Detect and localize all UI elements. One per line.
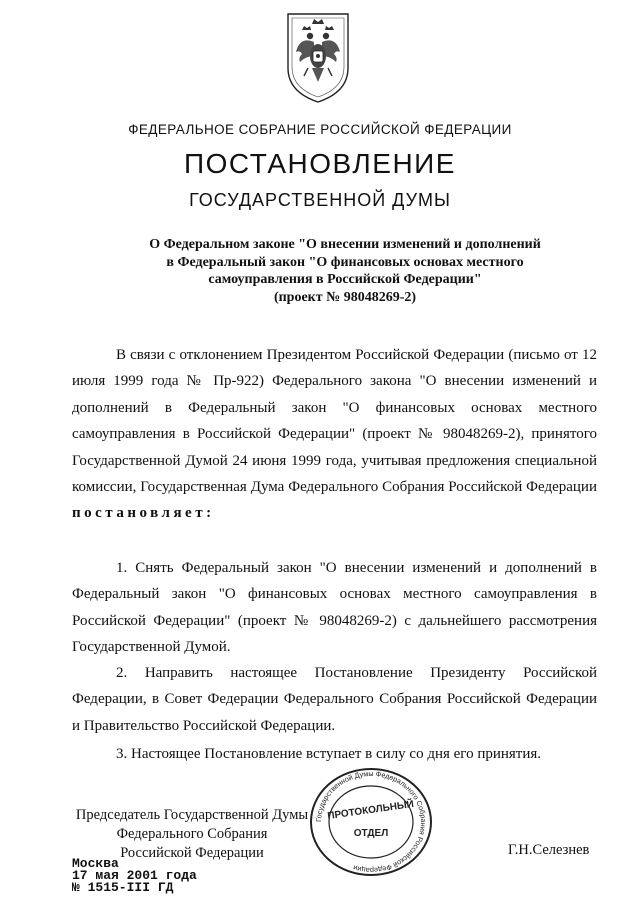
state-emblem-icon	[270, 6, 366, 106]
signatory-name: Г.Н.Селезнев	[508, 842, 590, 858]
stamp-center-top: ПРОТОКОЛЬНЫЙ	[326, 799, 415, 823]
title-line: О Федеральном законе "О внесении изменений и дополнений	[149, 237, 541, 252]
project-number: (проект № 98048269-2)	[273, 289, 417, 305]
stamp-center-bottom: ОТДЕЛ	[353, 828, 389, 839]
title-line: в Федеральный закон "О финансовых основах местного	[166, 254, 524, 270]
resolution-item-2: 2. Направить настоящее Постановление Президенту Российской Федерации, в Совет Федерации Федерального Собрания Российской Федерации и Правительство Российской Федерации.	[72, 665, 597, 734]
document-title	[130, 236, 560, 306]
footer-date: 17 мая 2001 года	[72, 868, 197, 883]
document-footer	[72, 858, 197, 894]
title-line: самоуправления в Российской Федерации"	[208, 272, 482, 287]
signatory-line: Председатель Государственной Думы	[75, 807, 309, 823]
document-issuer: ГОСУДАРСТВЕННОЙ ДУМЫ	[189, 190, 451, 210]
signatory-line: Российской Федерации	[120, 845, 264, 861]
protocol-stamp	[306, 766, 436, 878]
preamble-paragraph	[72, 342, 597, 527]
resolution-item-3: 3. Настоящее Постановление вступает в силу со дня его принятия.	[116, 746, 542, 762]
decree-word: постановляет:	[72, 505, 215, 522]
footer-city: Москва	[72, 856, 119, 871]
preamble-text: В связи с отклонением Президентом Российской Федерации (письмо от 12 июля 1999 года № Пр-922) Федерального закона "О внесении изменений и дополнений в Федеральный закон "О финансовых основах местного самоуправления в Российской Федерации" (проект № 98048269-2), принятого Государственной Думой 24 июня 1999 года, учитывая предложения специальной комиссии, Государственная Дума Федерального Собрания Российской Федерации	[72, 347, 597, 496]
signatory-title	[72, 806, 312, 863]
resolution-item-1: 1. Снять Федеральный закон "О внесении изменений и дополнений в Федеральный закон "О финансовых основах местного самоуправления в Российской Федерации" (проект № 98048269-2) с дальнейшего рассмотрения Государственной Думой.	[72, 560, 597, 656]
signatory-line: Федерального Собрания	[116, 826, 268, 842]
svg-text:Государственной Думы Федеральн	[314, 769, 428, 875]
organization-name: ФЕДЕРАЛЬНОЕ СОБРАНИЕ РОССИЙСКОЙ ФЕДЕРАЦИИ	[128, 122, 512, 137]
stamp-ring-text: Государственной Думы Федерального Собрания Российской Федерации	[313, 768, 429, 876]
document-type: ПОСТАНОВЛЕНИЕ	[184, 148, 456, 179]
footer-number: № 1515-III ГД	[72, 880, 174, 895]
